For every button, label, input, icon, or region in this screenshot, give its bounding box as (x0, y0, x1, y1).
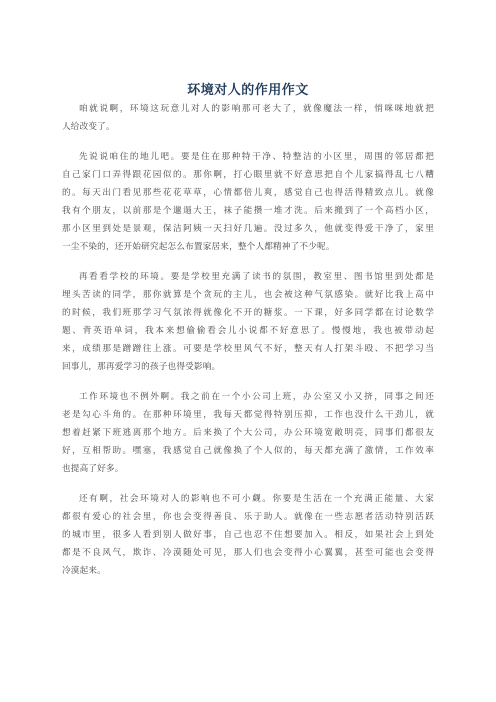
paragraph-line: 我有个朋友，以前那是个邋遢大王，袜子能攒一堆才洗。后来搬到了一个高档小区， (62, 206, 434, 216)
paragraph-line: 的时候，我们班那学习气氛浓得就像化不开的糖浆。一下课，好多同学都在讨论数学 (62, 308, 434, 318)
paragraph-line: 还有啊，社会环境对人的影响也不可小觑。你要是生活在一个充满正能量、大家 (79, 494, 434, 504)
paragraph-line: 来，成绩那是蹭蹭往上涨。可要是学校里风气不好，整天有人打架斗殴、不把学习当 (62, 344, 434, 354)
paragraph-line: 先说说咱住的地儿吧。要是住在那种特干净、特整洁的小区里，周围的邻居都把 (79, 152, 434, 162)
paragraph-line: 工作环境也不例外啊。我之前在一个小公司上班，办公室又小又挤，同事之间还 (79, 392, 434, 402)
paragraph-line: 都很有爱心的社会里，你也会变得善良、乐于助人。就像在一些志愿者活动特别活跃 (62, 512, 434, 522)
paragraph-line: 咱就说啊，环境这玩意儿对人的影响那可老大了，就像魔法一样，悄咪咪地就把 (79, 104, 434, 114)
paragraph-line: 再看看学校的环境。要是学校里充满了读书的氛围，教室里、图书馆里到处都是 (79, 272, 434, 282)
paragraph-line: 的。每天出门看见那些花花草草，心情都倍儿爽，感觉自己也得活得精致点儿。就像 (62, 188, 434, 198)
paragraph-line: 也提高了好多。 (62, 464, 124, 474)
paragraph-line: 老是勾心斗角的。在那种环境里，我每天都觉得特别压抑，工作也没什么干劲儿，就 (62, 410, 434, 420)
paragraph (62, 100, 434, 136)
paragraph-line: 好，互相帮助。嘿塞，我感觉自己就像换了个人似的，每天都充满了激情，工作效率 (62, 446, 434, 456)
paragraph-line: 那小区里到处是景观，保洁阿姨一天扫好几遍。没过多久，他就变得爱干净了，家里 (62, 224, 434, 234)
document-title: 环境对人的作用作文 (187, 83, 309, 98)
paragraph-line: 自己家门口弄得跟花园似的。那你啊，打心眼里就不好意思把自个儿家搞得乱七八糟 (62, 170, 434, 180)
paragraph (62, 148, 434, 256)
document-body (62, 100, 434, 592)
paragraph (62, 388, 434, 478)
paragraph (62, 268, 434, 376)
paragraph-line: 回事儿，那再爱学习的孩子也得受影响。 (62, 362, 221, 372)
paragraph-line: 人给改变了。 (62, 122, 115, 132)
paragraph-line: 想着赶紧下班逃离那个地方。后来换了个大公司，办公环境宽敞明亮，同事们都很友 (62, 428, 434, 438)
paragraph-line: 一尘不染的，还开始研究起怎么布置家居来，整个人都精神了不少呢。 (62, 242, 335, 252)
paragraph-line: 题、背英语单词，我本来想偷偷看会儿小说都不好意思了。慢慢地，我也被带动起 (62, 326, 434, 336)
paragraph-line: 的城市里，很多人看到别人做好事，自己也忍不住想要加入。相反，如果社会上到处 (62, 530, 434, 540)
paragraph-line: 埋头苦读的同学，那你就算是个贪玩的主儿，也会被这种气氛感染。就好比我上高中 (62, 290, 434, 300)
paragraph-line: 都是不良风气，欺诈、冷漠随处可见，那人们也会变得小心翼翼，甚至可能也会变得 (62, 548, 434, 558)
paragraph-line: 冷漠起来。 (62, 566, 106, 576)
paragraph (62, 490, 434, 580)
